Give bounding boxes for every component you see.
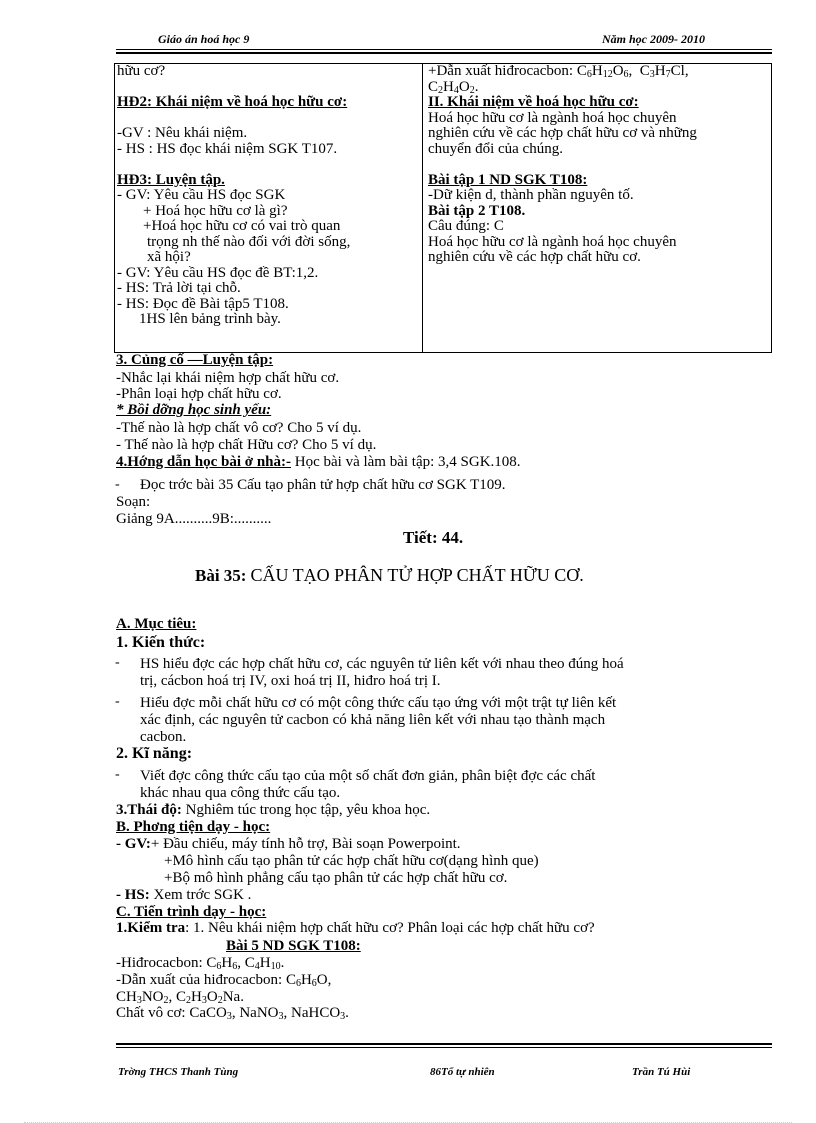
exercise-1-title: Bài tập 1 ND SGK T108: <box>428 171 588 188</box>
bullet-dash: - <box>115 694 120 709</box>
means-gv-line <box>116 836 461 853</box>
exercise-1-body: -Dữ kiện d, thành phần nguyên tố. <box>428 187 634 203</box>
weak-students-title: * Bồi dỡng học sinh yếu: <box>116 402 272 418</box>
table-left-line <box>117 157 419 173</box>
check-text: : 1. Nêu khái niệm hợp chất hữu cơ? Phân loại các hợp chất hữu cơ? <box>185 920 595 936</box>
means-gv-item: + Đầu chiếu, máy tính hỗ trợ, Bài soạn Powerpoint. <box>150 836 461 852</box>
means-gv-item: +Mô hình cấu tạo phân tử các hợp chất hữu cơ(dạng hình que) <box>164 853 539 869</box>
consolidation-item: -Phân loại hợp chất hữu cơ. <box>116 386 282 402</box>
table-left-line: hữu cơ? <box>117 63 166 79</box>
consolidation-item: -Nhắc lại khái niệm hợp chất hữu cơ. <box>116 370 340 386</box>
footer-center <box>430 1066 495 1078</box>
hs-label: - HS: <box>116 887 150 903</box>
table-left-line: trọng nh thế nào đối với đời sống, <box>147 233 351 250</box>
formula: $C_6H_{12}O_6$, <box>576 63 633 80</box>
table-divider <box>422 64 423 352</box>
section-2-line: nghiên cứu về các hợp chất hữu cơ và những <box>428 125 697 141</box>
objectives-title: A. Mục tiêu: <box>116 616 197 632</box>
footer-rule-thick <box>116 1043 772 1045</box>
formula: CaCO$_3$, <box>189 1005 236 1022</box>
knowledge-item: xác định, các nguyên tử cacbon có khả năng liên kết với nhau tạo thành mạch <box>140 712 606 728</box>
derivative-prefix: -Dẫn xuất của hiđrocacbon: <box>116 972 286 988</box>
exercise-2-answer: Câu đúng: C <box>428 218 504 234</box>
lesson-name: CẤU TẠO PHÂN TỬ HỢP CHẤT HỮU CƠ. <box>250 565 584 585</box>
inorganic-prefix: Chất vô cơ: <box>116 1005 190 1021</box>
hydrocarbon-prefix: -Hiđrocacbon: <box>116 955 207 971</box>
table-left-line: 1HS lên bảng trình bày. <box>139 311 281 327</box>
means-hs-text: Xem trớc SGK . <box>153 887 252 903</box>
check-label: 1.Kiểm tra <box>116 920 186 936</box>
homework-line <box>116 454 521 471</box>
period-number: Tiết: 44. <box>403 528 464 547</box>
lesson-table <box>114 63 772 353</box>
footer-rule <box>116 1047 772 1048</box>
header-rule <box>116 49 772 50</box>
header-subject: Giáo án hoá học 9 <box>158 32 250 46</box>
formula: $C_3H_7Cl$, <box>639 63 689 80</box>
table-right-column <box>428 64 768 266</box>
activity-3-title: HĐ3: Luyện tập. <box>117 171 225 188</box>
section-2-title: II. Khái niệm về hoá học hữu cơ: <box>428 94 639 110</box>
derivative-line <box>428 64 768 80</box>
table-left-line <box>117 111 419 127</box>
inorganic-line <box>116 1005 349 1022</box>
means-gv-item: +Bộ mô hình phẳng cấu tạo phân tử các hợp chất hữu cơ. <box>164 870 508 886</box>
formula: $C_6H_6$, <box>206 955 241 972</box>
table-left-line: xã hội? <box>147 249 191 265</box>
header-school-year: Năm học 2009- 2010 <box>602 32 705 46</box>
knowledge-item: Hiểu đợc mỗi chất hữu cơ có một công thức cấu tạo ứng với một trật tự liên kết <box>140 695 617 711</box>
exercise-2-line: nghiên cứu về các hợp chất hữu cơ. <box>428 249 641 265</box>
knowledge-item: HS hiểu đợc các hợp chất hữu cơ, các nguyên tử liên kết với nhau theo đúng hoá <box>140 656 624 672</box>
weak-students-item: - Thế nào là hợp chất Hữu cơ? Cho 5 ví dụ. <box>116 437 377 453</box>
gv-label: - GV: <box>116 836 151 852</box>
table-left-column <box>117 64 419 328</box>
bullet-dash: - <box>115 767 120 782</box>
exercise-2-line: Hoá học hữu cơ là ngành hoá học chuyên <box>428 233 677 250</box>
skills-item: Viết đợc công thức cấu tạo của một số chất đơn giản, phân biệt đợc các chất <box>140 768 596 784</box>
section-2-line: chuyển đổi của chúng. <box>428 140 563 157</box>
table-left-line: - HS: Đọc đề Bài tập5 T108. <box>117 295 289 312</box>
homework-bullet: Đọc trớc bài 35 Cấu tạo phân tử hợp chất hữu cơ SGK T109. <box>140 477 506 493</box>
formula: $CH_3NO_2$, <box>116 989 173 1006</box>
page-number: 86 <box>430 1066 441 1078</box>
footer-school: Trờng THCS Thanh Tùng <box>118 1066 239 1078</box>
knowledge-item: trị, cácbon hoá trị IV, oxi hoá trị II, hiđro hoá trị I. <box>140 673 441 689</box>
formula: $C_6H_6O$, <box>285 972 332 989</box>
means-hs-line <box>116 887 251 904</box>
formula: NaHCO$_3$. <box>291 1005 349 1022</box>
exercise-5-title: Bài 5 ND SGK T108: <box>226 938 361 954</box>
giang-date: Giảng 9A..........9B:.......... <box>116 511 272 527</box>
attitude-label: 3.Thái độ: <box>116 802 182 818</box>
derivative-line-2 <box>116 972 331 989</box>
formula: $C_2H_3O_2Na$. <box>176 989 244 1006</box>
header-rule-thick <box>116 52 772 54</box>
knowledge-title: 1. Kiến thức: <box>116 634 206 651</box>
lesson-title <box>195 565 584 586</box>
table-left-line: -GV : Nêu khái niệm. <box>117 125 248 141</box>
derivative-formulas <box>116 989 244 1006</box>
weak-students-item: -Thế nào là hợp chất vô cơ? Cho 5 ví dụ. <box>116 420 362 436</box>
table-left-line: - GV: Yêu cầu HS đọc đề BT:1,2. <box>117 264 319 281</box>
attitude-line <box>116 802 430 819</box>
footer-department: Tổ tự nhiên <box>441 1066 495 1078</box>
table-left-line: +Hoá học hữu cơ có vai trò quan <box>143 218 341 234</box>
hydrocarbon-line <box>116 955 284 972</box>
homework-text: Học bài và làm bài tập: 3,4 SGK.108. <box>294 454 521 470</box>
table-left-line: - GV: Yêu cầu HS đọc SGK <box>117 187 286 203</box>
footer-author: Trần Tú Hùi <box>632 1066 691 1078</box>
bullet-dash: - <box>115 477 120 492</box>
table-left-line <box>117 80 419 96</box>
section-2-line: Hoá học hữu cơ là ngành hoá học chuyên <box>428 109 677 126</box>
process-title: C. Tiến trình dạy - học: <box>116 904 267 920</box>
means-title: B. Phơng tiện dạy - học: <box>116 819 271 835</box>
skills-title: 2. Kĩ năng: <box>116 745 193 762</box>
formula: $C_4H_{10}$. <box>244 955 285 972</box>
bullet-dash: - <box>115 655 120 670</box>
lesson-label: Bài 35: <box>195 566 247 585</box>
table-left-line: + Hoá học hữu cơ là gì? <box>143 202 288 219</box>
exercise-2-title: Bài tập 2 T108. <box>428 202 526 219</box>
soan-date: Soạn: <box>116 494 151 510</box>
consolidation-title: 3. Củng cố —Luyện tập: <box>116 352 274 368</box>
homework-title: 4.Hớng dẫn học bài ở nhà:- <box>116 454 291 470</box>
attitude-text: Nghiêm túc trong học tập, yêu khoa học. <box>185 802 431 818</box>
knowledge-item: cacbon. <box>140 729 187 745</box>
check-line <box>116 920 595 937</box>
formula: $C_2H_4O_2$. <box>428 78 479 96</box>
derivative-prefix: +Dẫn xuất hiđrocacbon: <box>428 63 577 79</box>
formula: NaNO$_3$, <box>239 1005 288 1022</box>
activity-2-title: HĐ2: Khái niệm về hoá học hữu cơ: <box>117 94 348 110</box>
skills-item: khác nhau qua công thức cấu tạo. <box>140 785 341 801</box>
table-left-line: - HS: Trả lời tại chỗ. <box>117 280 241 296</box>
table-left-line: - HS : HS đọc khái niệm SGK T107. <box>117 140 338 157</box>
